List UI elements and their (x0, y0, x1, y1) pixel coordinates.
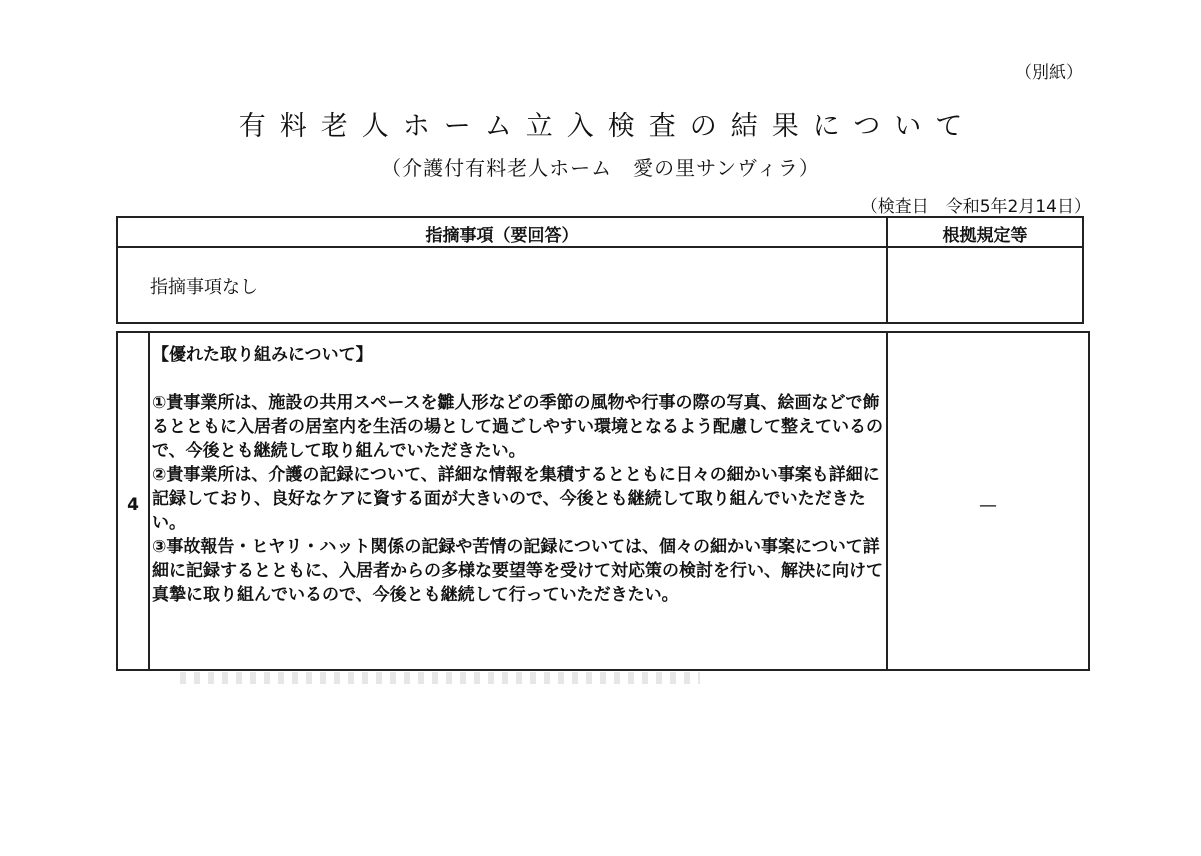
inspection-date: （検査日 令和5年2月14日） (860, 197, 1091, 217)
practice-item-3: ③事故報告・ヒヤリ・ハット関係の記録や苦情の記録については、個々の細かい事案について詳細に記録するとともに、入居者からの多様な要望等を受けて対応策の検討を行い、解決に向けて真摯に取り組んでいるので、今後とも継続して行っていただきたい。 (152, 537, 883, 605)
good-practices-content (152, 343, 884, 607)
facility-subtitle: （介護付有料老人ホーム 愛の里サンヴィラ） (381, 156, 820, 180)
good-practices-table (116, 331, 1090, 671)
findings-text: 指摘事項なし (150, 277, 258, 298)
practice-item-2: ②貴事業所は、介護の記録について、詳細な情報を集積するとともに日々の細かい事案も詳細に記録しており、良好なケアに資する面が大きいので、今後とも継続して取り組んでいただきたい。 (152, 465, 880, 533)
document-title: 有料老人ホーム立入検査の結果について (238, 111, 977, 142)
row-number: 4 (127, 495, 139, 515)
number-column-divider (148, 333, 150, 669)
annex-label: （別紙） (1015, 63, 1083, 83)
practice-item-1: ①貴事業所は、施設の共用スペースを雛人形などの季節の風物や行事の際の写真、絵画などで飾るとともに入居者の居室内を生活の場として過ごしやすい環境となるよう配慮して整えているので、今後とも継続して取り組んでいただきたい。 (152, 393, 883, 461)
findings-table (116, 216, 1084, 324)
header-findings: 指摘事項（要回答） (425, 226, 579, 246)
section-heading: 【優れた取り組みについて】 (152, 345, 373, 365)
scan-artifact (180, 672, 700, 684)
basis-value: — (979, 495, 997, 516)
header-basis: 根拠規定等 (942, 226, 1028, 246)
